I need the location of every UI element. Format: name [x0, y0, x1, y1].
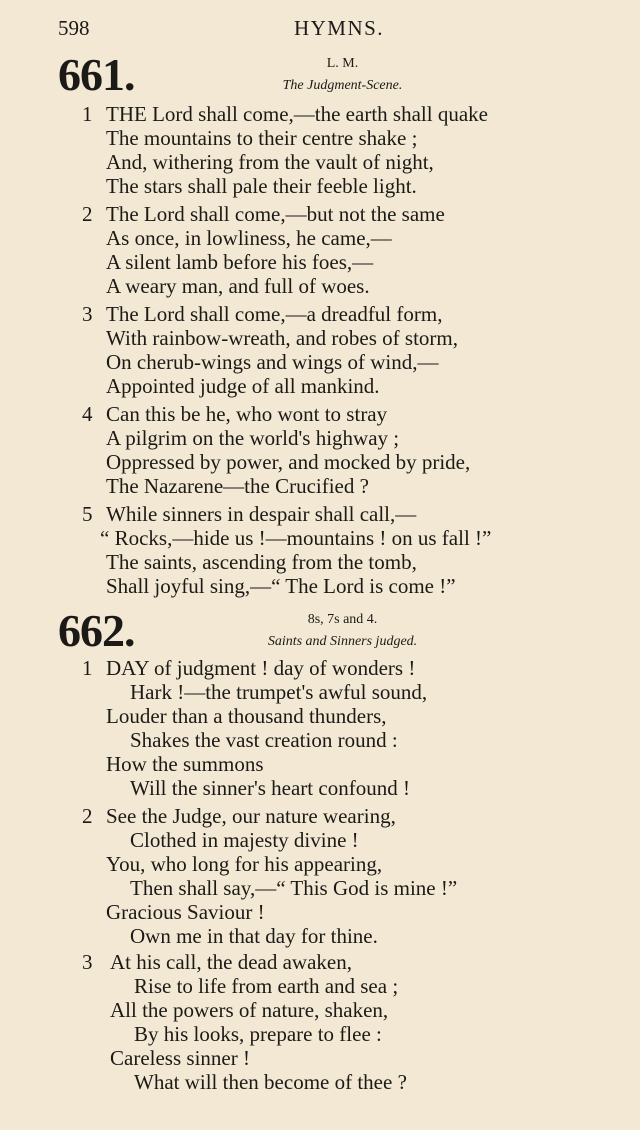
- hymn-number: 661.: [58, 49, 135, 100]
- verse-line: What will then become of thee ?: [134, 1070, 407, 1094]
- verse-line: Shall joyful sing,—“ The Lord is come !”: [106, 574, 456, 598]
- stanza-number: 1: [82, 656, 93, 680]
- verse-line: Gracious Saviour !: [106, 900, 265, 924]
- verse-line: Hark !—the trumpet's awful sound,: [130, 680, 428, 704]
- stanza-number: 2: [82, 804, 93, 828]
- verse-line: The Nazarene—the Crucified ?: [106, 474, 369, 498]
- hymn-subtitle: The Judgment-Scene.: [282, 78, 403, 93]
- stanza-number: 3: [82, 302, 93, 326]
- stanza-number: 3: [82, 950, 93, 974]
- verse-line: Appointed judge of all mankind.: [106, 374, 380, 398]
- verse-line: You, who long for his appearing,: [106, 852, 383, 876]
- verse-line: A silent lamb before his foes,—: [106, 250, 374, 274]
- verse-line: Oppressed by power, and mocked by pride,: [106, 450, 471, 474]
- verse-line: With rainbow-wreath, and robes of storm,: [106, 326, 458, 350]
- page-header: [58, 16, 620, 42]
- verse-line: Rise to life from earth and sea ;: [134, 974, 399, 998]
- verse-line: A pilgrim on the world's highway ;: [106, 426, 400, 450]
- verse-line: Will the sinner's heart confound !: [130, 776, 410, 800]
- stanza-number: 1: [82, 102, 93, 126]
- hymn-meter: 8s, 7s and 4.: [307, 612, 378, 627]
- verse-line: The Lord shall come,—but not the same: [106, 202, 445, 226]
- verse-line: The Lord shall come,—a dreadful form,: [106, 302, 443, 326]
- verse-line: And, withering from the vault of night,: [106, 150, 434, 174]
- verse-line: Shakes the vast creation round :: [130, 728, 398, 752]
- verse-line: By his looks, prepare to flee :: [134, 1022, 382, 1046]
- verse-line: See the Judge, our nature wearing,: [106, 804, 396, 828]
- hymn-meter: L. M.: [326, 56, 359, 71]
- verse-line: Louder than a thousand thunders,: [106, 704, 387, 728]
- verse-line: How the summons: [106, 752, 264, 776]
- verse-line: “ Rocks,—hide us !—mountains ! on us fall !”: [100, 526, 492, 550]
- stanza-number: 4: [82, 402, 93, 426]
- verse-line: Own me in that day for thine.: [130, 924, 378, 948]
- verse-line: The mountains to their centre shake ;: [106, 126, 418, 150]
- verse-line: Careless sinner !: [110, 1046, 250, 1070]
- running-title: HYMNS.: [293, 16, 385, 40]
- verse-line: The saints, ascending from the tomb,: [106, 550, 417, 574]
- verse-line: The stars shall pale their feeble light.: [106, 174, 417, 198]
- verse-line: Clothed in majesty divine !: [130, 828, 359, 852]
- verse-line: Then shall say,—“ This God is mine !”: [130, 876, 458, 900]
- verse-line: Can this be he, who wont to stray: [106, 402, 388, 426]
- page-number: 598: [58, 16, 90, 40]
- stanza-number: 5: [82, 502, 93, 526]
- verse-line: All the powers of nature, shaken,: [110, 998, 389, 1022]
- verse-line: DAY of judgment ! day of wonders !: [106, 656, 416, 680]
- hymn-subtitle: Saints and Sinners judged.: [267, 634, 418, 649]
- hymn-number: 662.: [58, 605, 135, 656]
- verse-line: At his call, the dead awaken,: [110, 950, 352, 974]
- verse-line: On cherub-wings and wings of wind,—: [106, 350, 439, 374]
- verse-line: A weary man, and full of woes.: [106, 274, 370, 298]
- stanza-number: 2: [82, 202, 93, 226]
- verse-line: THE Lord shall come,—the earth shall quake: [106, 102, 488, 126]
- verse-line: As once, in lowliness, he came,—: [106, 226, 392, 250]
- verse-line: While sinners in despair shall call,—: [106, 502, 417, 526]
